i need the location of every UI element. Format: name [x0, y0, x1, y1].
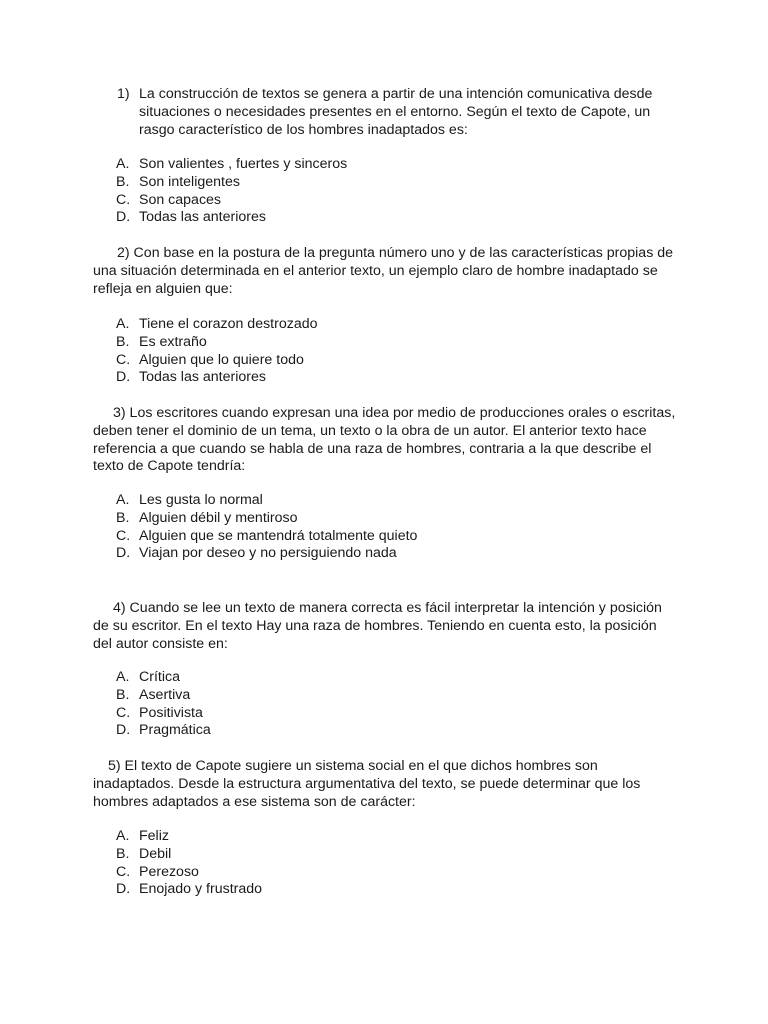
option-item — [116, 192, 347, 210]
option-item — [116, 864, 262, 882]
question-5-line: hombres adaptados a ese sistema son de carácter: — [93, 793, 416, 810]
option-text: Todas las anteriores — [139, 209, 266, 226]
option-item — [116, 828, 262, 846]
question-3-line: referencia a que cuando se habla de una raza de hombres, contraria a la que describe el — [93, 440, 652, 457]
option-item — [116, 352, 318, 370]
question-1-number: 1) — [117, 86, 130, 102]
option-letter: B. — [116, 509, 130, 526]
option-text: Positivista — [139, 704, 203, 721]
option-text: Alguien que se mantendrá totalmente quieto — [139, 527, 418, 544]
question-1-line: rasgo característico de los hombres inadaptados es: — [139, 121, 468, 138]
option-text: Pragmática — [139, 722, 211, 739]
option-text: Tiene el corazon destrozado — [139, 316, 318, 332]
question-4-line: 4) Cuando se lee un texto de manera correcta es fácil interpretar la intención y posición — [113, 600, 662, 616]
question-1-options — [116, 156, 347, 227]
question-2-line: refleja en alguien que: — [93, 280, 233, 297]
option-item — [116, 881, 262, 899]
option-item — [116, 846, 262, 864]
question-5-text — [93, 758, 640, 811]
question-4-options — [116, 669, 211, 740]
question-1-line: situaciones o necesidades presentes en el entorno. Según el texto de Capote, un — [139, 103, 651, 120]
option-text: Debil — [139, 845, 172, 862]
option-item — [116, 316, 318, 334]
option-item — [116, 528, 417, 546]
option-text: Asertiva — [139, 686, 191, 703]
option-letter: A. — [116, 828, 130, 844]
option-letter: C. — [116, 351, 131, 368]
question-2-line: una situación determinada en el anterior texto, un ejemplo claro de hombre inadaptado se — [93, 262, 658, 279]
option-letter: C. — [116, 527, 131, 544]
question-3-line: deben tener el dominio de un tema, un texto o la obra de un autor. El anterior texto hace — [93, 422, 647, 439]
option-item — [116, 492, 417, 510]
question-5-options — [116, 828, 262, 899]
option-letter: D. — [116, 545, 131, 562]
option-letter: D. — [116, 209, 131, 226]
option-text: Son inteligentes — [139, 173, 240, 190]
question-1-line: La construcción de textos se genera a partir de una intención comunicativa desde — [139, 86, 653, 102]
option-text: Feliz — [139, 828, 169, 844]
option-text: Es extraño — [139, 333, 207, 350]
question-4-text — [93, 600, 662, 653]
option-letter: D. — [116, 722, 131, 739]
option-item — [116, 156, 347, 174]
option-text: Enojado y frustrado — [139, 881, 263, 898]
option-letter: A. — [116, 156, 130, 172]
question-2-line: 2) Con base en la postura de la pregunta número uno y de las características propias de — [117, 245, 674, 261]
question-5-line: 5) El texto de Capote sugiere un sistema social en el que dichos hombres son — [108, 758, 598, 774]
question-3-line: texto de Capote tendría: — [93, 458, 246, 475]
option-letter: B. — [116, 845, 130, 862]
option-item — [116, 209, 347, 227]
question-1-text — [117, 86, 652, 139]
option-letter: D. — [116, 881, 131, 898]
question-2-options — [116, 316, 318, 387]
option-letter: B. — [116, 333, 130, 350]
question-4-line: del autor consiste en: — [93, 635, 228, 652]
question-3-options — [116, 492, 417, 563]
option-letter: C. — [116, 704, 131, 721]
option-letter: D. — [116, 369, 131, 386]
option-text: Crítica — [139, 669, 180, 685]
question-3-text — [93, 405, 675, 476]
option-letter: A. — [116, 669, 130, 685]
option-item — [116, 722, 211, 740]
option-letter: B. — [116, 173, 130, 190]
option-item — [116, 669, 211, 687]
option-letter: A. — [116, 492, 130, 508]
option-item — [116, 369, 318, 387]
option-text: Todas las anteriores — [139, 369, 266, 386]
option-text: Alguien débil y mentiroso — [139, 509, 298, 526]
option-item — [116, 545, 417, 563]
question-2-text — [93, 245, 673, 298]
option-text: Alguien que lo quiere todo — [139, 351, 304, 368]
question-4-line: de su escritor. En el texto Hay una raza de hombres. Teniendo en cuenta esto, la posición — [93, 617, 657, 634]
option-text: Son capaces — [139, 191, 222, 208]
option-text: Viajan por deseo y no persiguiendo nada — [139, 545, 397, 562]
option-item — [116, 687, 211, 705]
question-5-line: inadaptados. Desde la estructura argumentativa del texto, se puede determinar que los — [93, 775, 641, 792]
option-text: Perezoso — [139, 863, 199, 880]
option-item — [116, 705, 211, 723]
option-letter: B. — [116, 686, 130, 703]
option-letter: A. — [116, 316, 130, 332]
option-letter: C. — [116, 863, 131, 880]
question-3-line: 3) Los escritores cuando expresan una idea por medio de producciones orales o escritas, — [113, 405, 676, 421]
option-text: Son valientes , fuertes y sinceros — [139, 156, 348, 172]
option-letter: C. — [116, 191, 131, 208]
option-item — [116, 510, 417, 528]
option-item — [116, 174, 347, 192]
option-item — [116, 334, 318, 352]
option-text: Les gusta lo normal — [139, 492, 263, 508]
